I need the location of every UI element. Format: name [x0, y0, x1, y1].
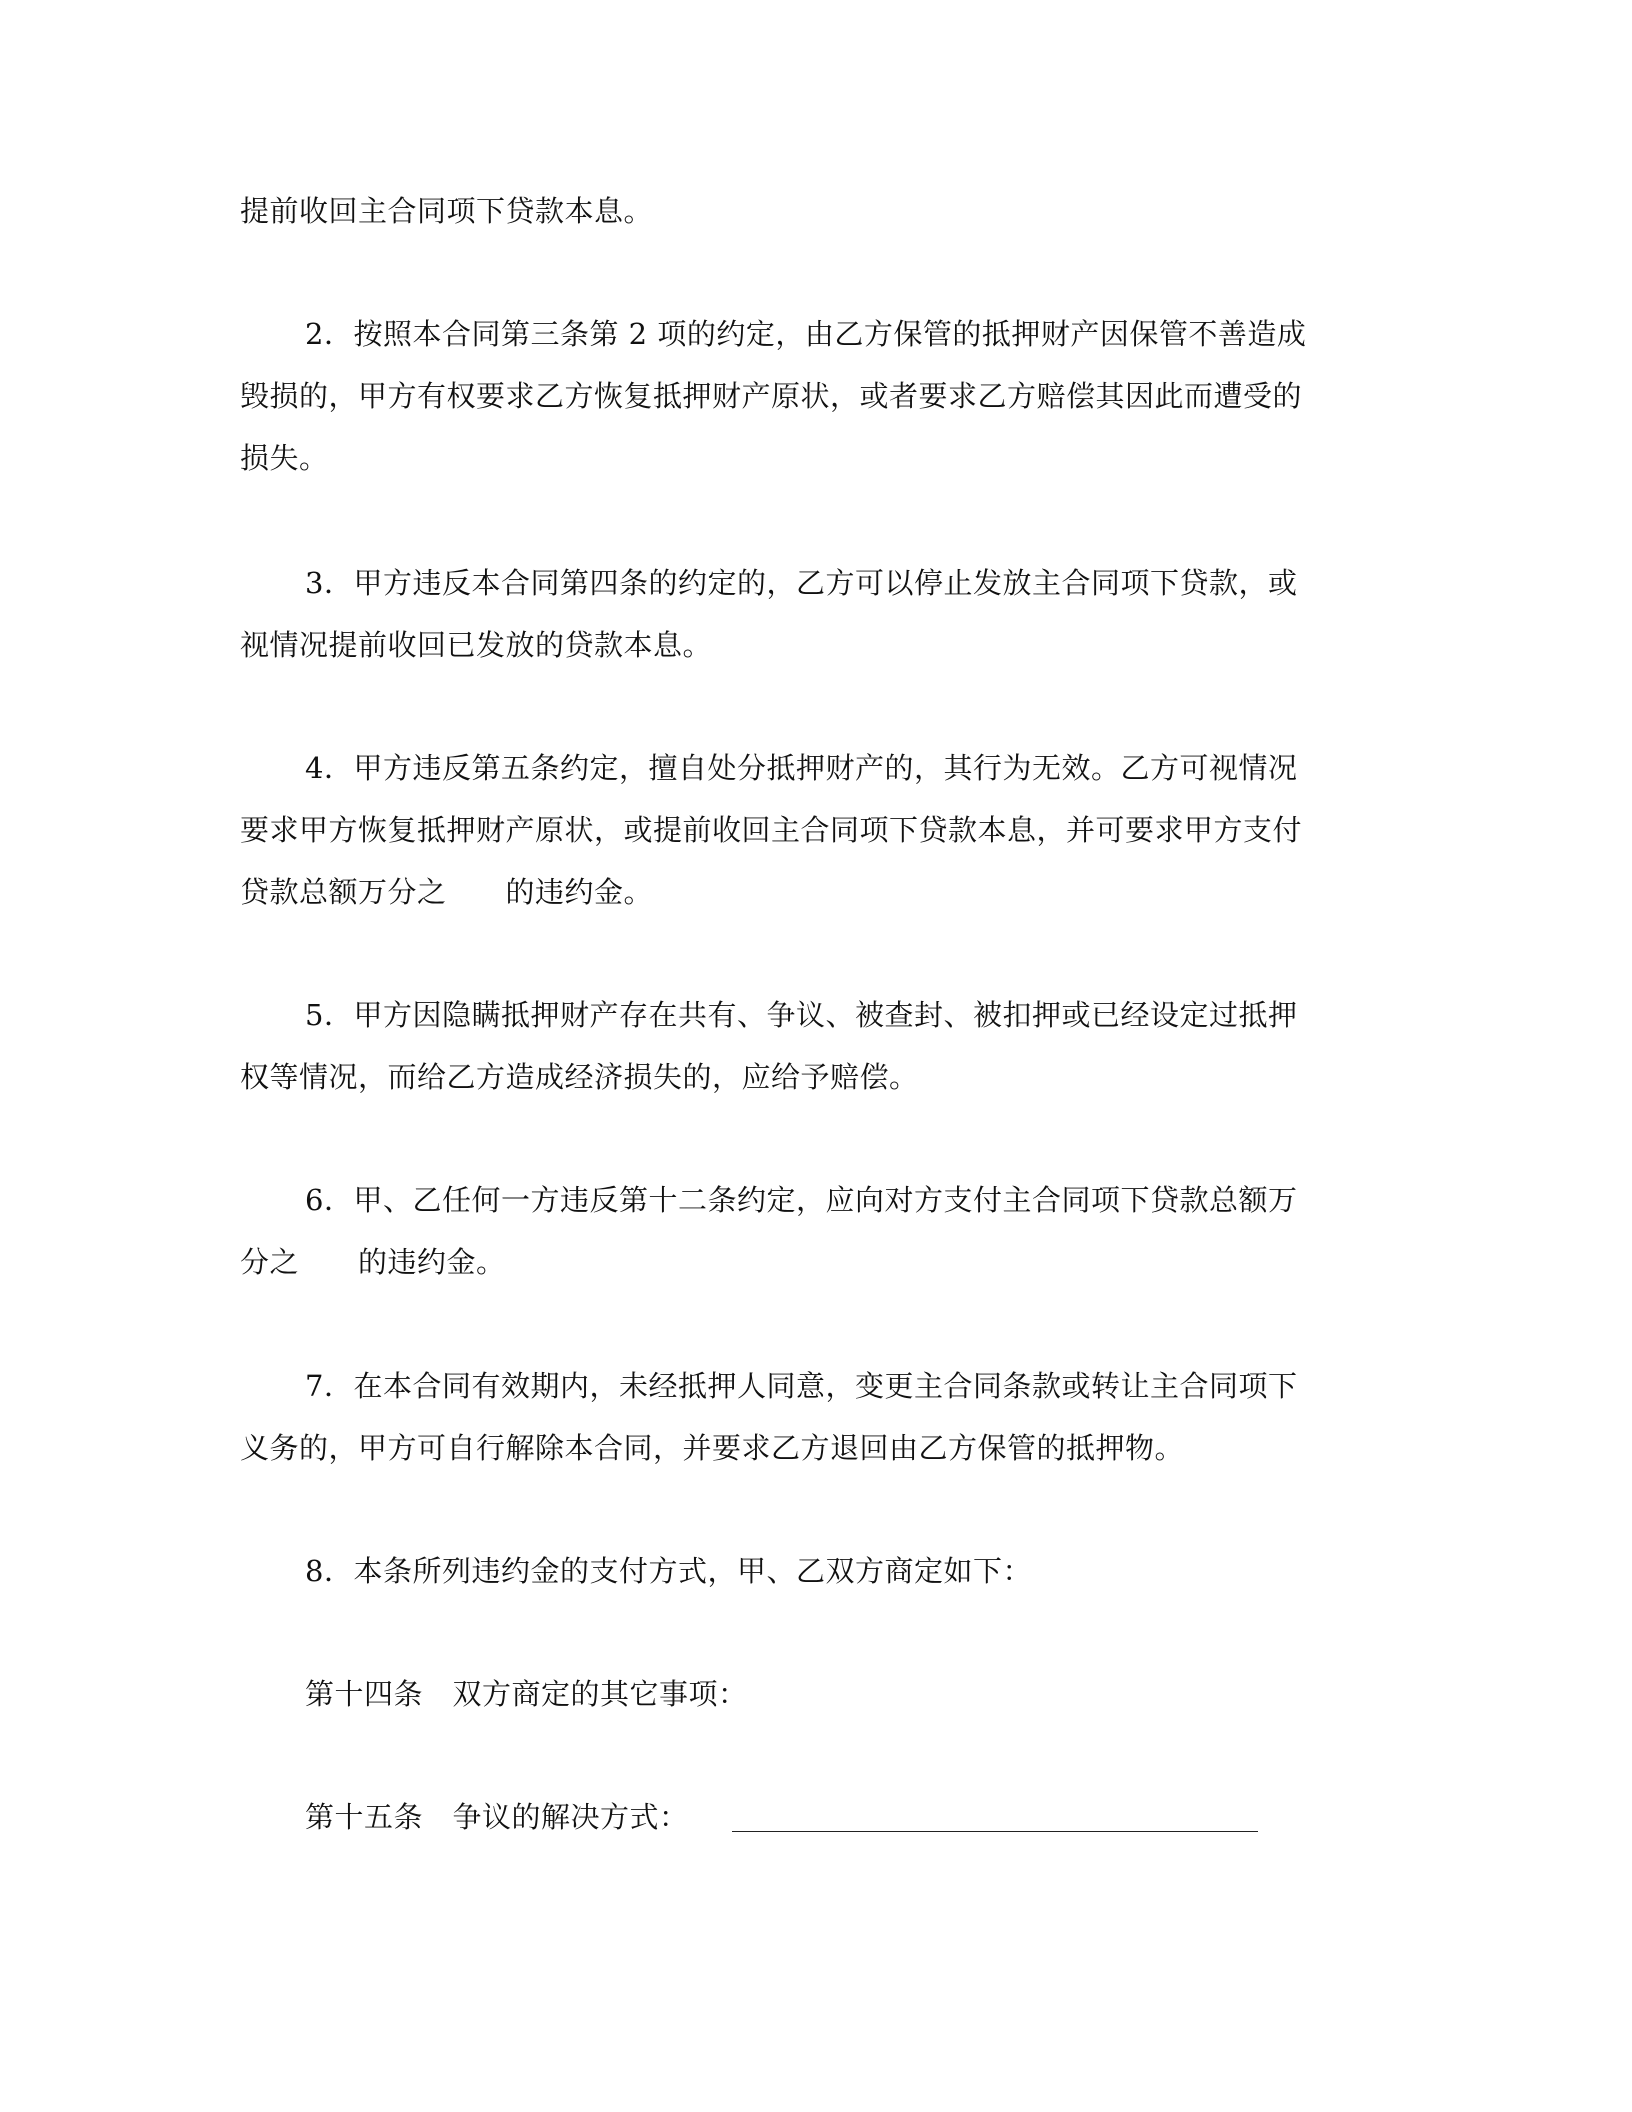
- clause-5-line-2: 权等情况，而给乙方造成经济损失的，应给予赔偿。: [240, 1060, 919, 1094]
- clause-4-line-3: 贷款总额万分之 的违约金。: [240, 875, 654, 909]
- clause-4-line-2: 要求甲方恢复抵押财产原状，或提前收回主合同项下贷款本息，并可要求甲方支付: [240, 813, 1303, 847]
- clause-4-line-1: 4．甲方违反第五条约定，擅自处分抵押财产的，其行为无效。乙方可视情况: [305, 751, 1298, 785]
- clause-8-line: 8．本条所列违约金的支付方式，甲、乙双方商定如下：: [305, 1554, 1032, 1588]
- clause-5-line-1: 5．甲方因隐瞒抵押财产存在共有、争议、被查封、被扣押或已经设定过抵押: [305, 998, 1298, 1032]
- clause-7-line-1: 7．在本合同有效期内，未经抵押人同意，变更主合同条款或转让主合同项下: [305, 1369, 1298, 1403]
- clause-3-line-2: 视情况提前收回已发放的贷款本息。: [240, 628, 713, 662]
- dispute-resolution-blank: [732, 1831, 1258, 1832]
- clause-6-line-2: 分之 的违约金。: [240, 1245, 506, 1279]
- article-14-line: 第十四条 双方商定的其它事项：: [305, 1677, 748, 1711]
- clause-2-line-2: 毁损的，甲方有权要求乙方恢复抵押财产原状，或者要求乙方赔偿其因此而遭受的: [240, 379, 1303, 413]
- clause-7-line-2: 义务的，甲方可自行解除本合同，并要求乙方退回由乙方保管的抵押物。: [240, 1431, 1185, 1465]
- article-15-line: 第十五条 争议的解决方式：: [305, 1800, 689, 1834]
- continuation-line: 提前收回主合同项下贷款本息。: [240, 194, 654, 228]
- clause-2-line-1: 2．按照本合同第三条第 2 项的约定，由乙方保管的抵押财产因保管不善造成: [305, 317, 1307, 351]
- clause-3-line-1: 3．甲方违反本合同第四条的约定的，乙方可以停止发放主合同项下贷款，或: [305, 566, 1298, 600]
- clause-2-line-3: 损失。: [240, 441, 329, 475]
- clause-6-line-1: 6．甲、乙任何一方违反第十二条约定，应向对方支付主合同项下贷款总额万: [305, 1183, 1298, 1217]
